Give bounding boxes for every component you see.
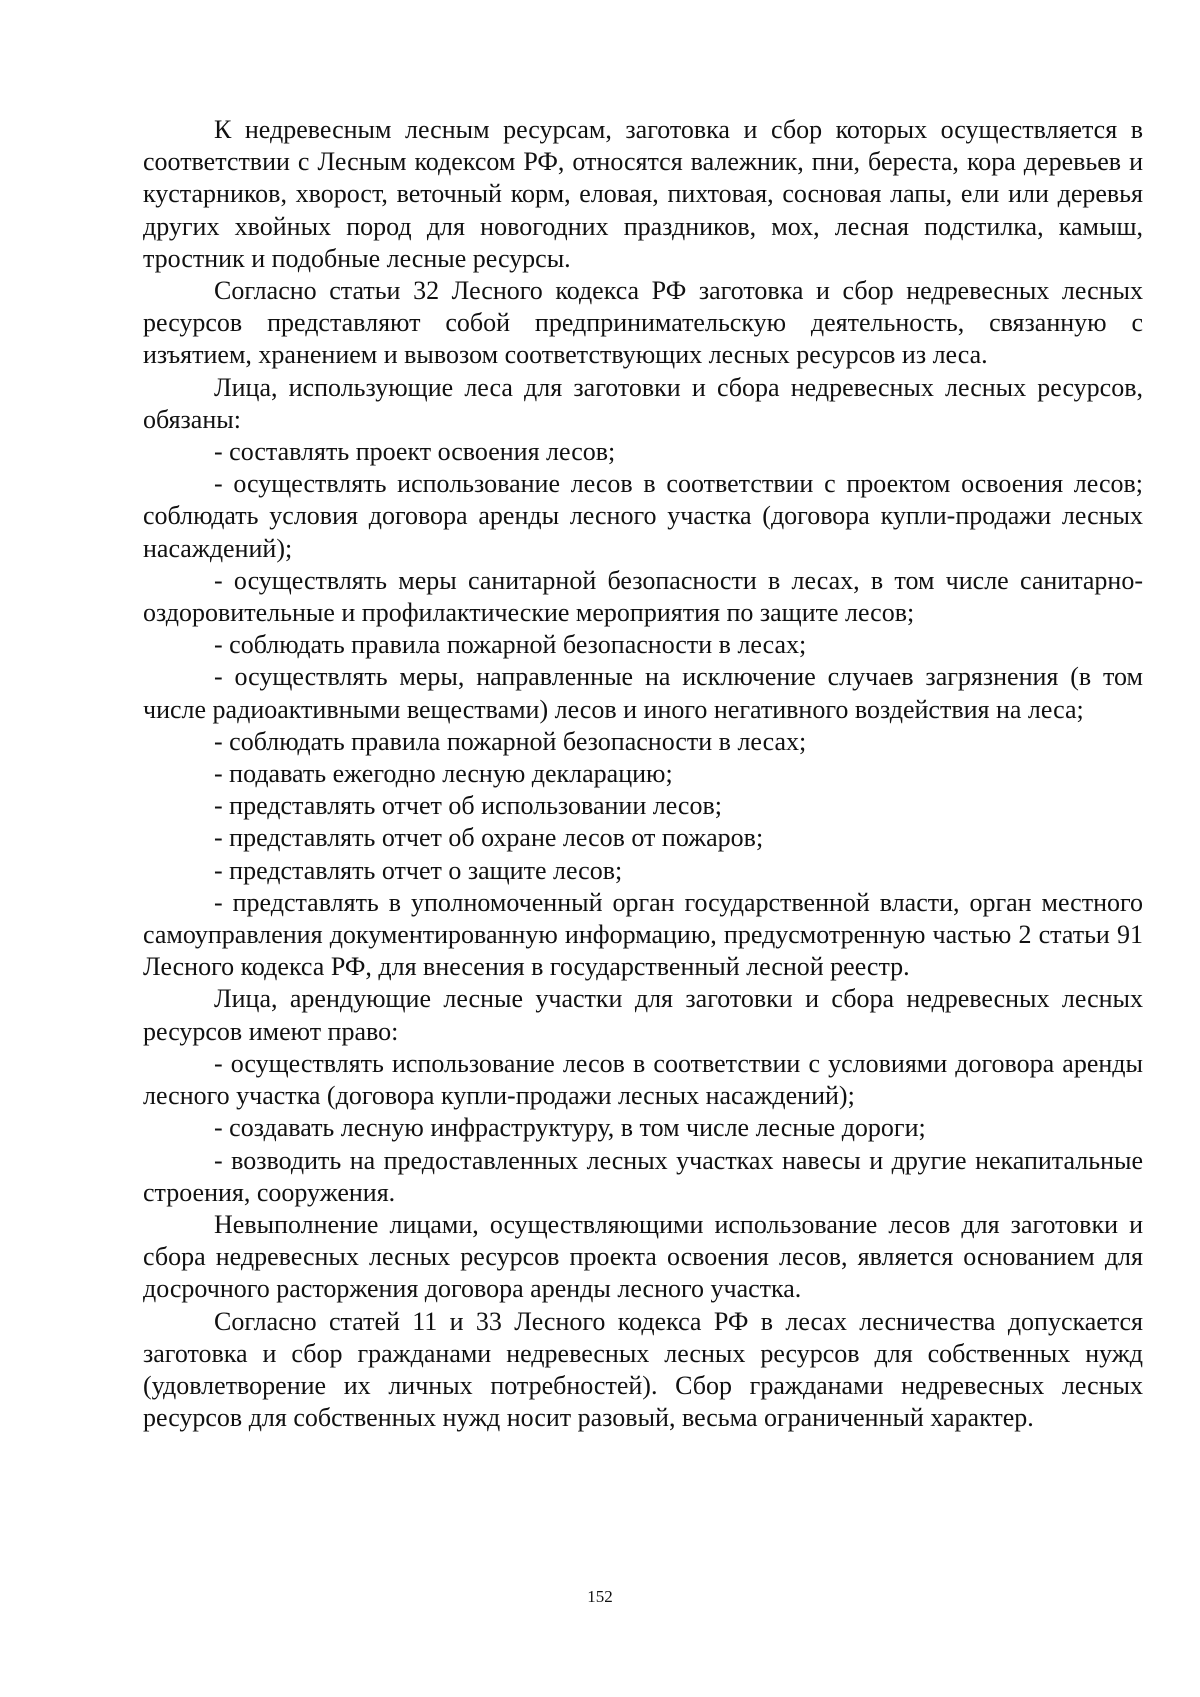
- paragraph-nonwood-resources: К недревесным лесным ресурсам, заготовка и сбор которых осуществляется в соответствии с Лесным кодексом РФ, относятся валежник, пни, береста, кора деревьев и кустарников, хворост, веточный корм, еловая, пихтовая, сосновая лапы, ели или деревья других хвойных пород для новогодних праздников, мох, лесная подстилка, камыш, тростник и подобные лесные ресурсы.: [143, 115, 1143, 273]
- list-item: - осуществлять меры санитарной безопасности в лесах, в том числе санитарно-оздоровительные и профилактические мероприятия по защите лесов;: [143, 565, 1143, 628]
- list-item: - соблюдать правила пожарной безопасности в лесах;: [214, 726, 807, 756]
- list-item: - осуществлять использование лесов в соответствии с проектом освоения лесов; соблюдать условия договора аренды лесного участка (договора купли-продажи лесных насаждений);: [143, 469, 1143, 563]
- list-item: - подавать ежегодно лесную декларацию;: [214, 759, 673, 789]
- list-item: - представлять отчет об охране лесов от пожаров;: [214, 823, 764, 853]
- paragraph-obligations-intro: Лица, использующие леса для заготовки и сбора недревесных лесных ресурсов, обязаны:: [143, 372, 1143, 434]
- list-item: - осуществлять использование лесов в соответствии с условиями договора аренды лесного участка (договора купли-продажи лесных насаждений);: [143, 1048, 1143, 1111]
- paragraph-articles-11-33: Согласно статей 11 и 33 Лесного кодекса РФ в лесах лесничества допускается заготовка и сбор гражданами недревесных лесных ресурсов для собственных нужд (удовлетворение их личных потребностей). Сбор гражданами недревесных лесных ресурсов для собственных нужд носит разовый, весьма ограниченный характер.: [143, 1306, 1143, 1433]
- list-item: - представлять отчет о защите лесов;: [214, 855, 623, 885]
- paragraph-article-32: Согласно статьи 32 Лесного кодекса РФ заготовка и сбор недревесных лесных ресурсов представляют собой предпринимательскую деятельность, связанную с изъятием, хранением и вывозом соответствующих лесных ресурсов из леса.: [143, 276, 1143, 370]
- list-item: - представлять в уполномоченный орган государственной власти, орган местного самоуправления документированную информацию, предусмотренную частью 2 статьи 91 Лесного кодекса РФ, для внесения в государственный лесной реестр.: [143, 887, 1143, 982]
- page-number: 152: [587, 1587, 613, 1606]
- list-item: - осуществлять меры, направленные на исключение случаев загрязнения (в том числе радиоактивными веществами) лесов и иного негативного воздействия на леса;: [143, 662, 1143, 724]
- paragraph-non-compliance: Невыполнение лицами, осуществляющими использование лесов для заготовки и сбора недревесных лесных ресурсов проекта освоения лесов, является основанием для досрочного расторжения договора аренды лесного участка.: [143, 1209, 1143, 1304]
- document-body: [143, 114, 1143, 1434]
- list-item: - создавать лесную инфраструктуру, в том числе лесные дороги;: [214, 1113, 926, 1143]
- list-item: - составлять проект освоения лесов;: [214, 437, 616, 467]
- list-item: - соблюдать правила пожарной безопасности в лесах;: [214, 630, 807, 660]
- list-item: - представлять отчет об использовании лесов;: [214, 791, 722, 821]
- paragraph-rights-intro: Лица, арендующие лесные участки для заготовки и сбора недревесных лесных ресурсов имеют право:: [143, 984, 1143, 1046]
- list-item: - возводить на предоставленных лесных участках навесы и другие некапитальные строения, сооружения.: [143, 1145, 1143, 1207]
